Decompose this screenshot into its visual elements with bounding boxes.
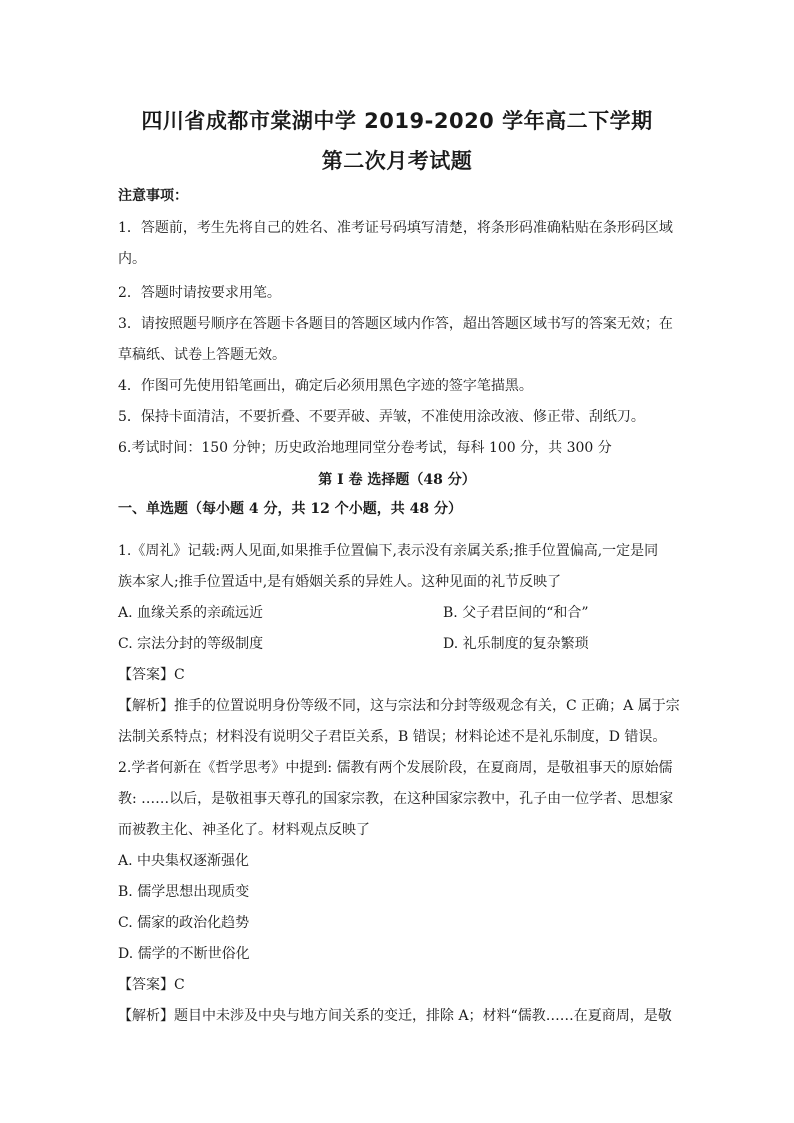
notice-item-3: 3．请按照题号顺序在答题卡各题目的答题区域内作答，超出答题区域书写的答案无效；在 [118,316,673,332]
q1-option-c: C. 宗法分封的等级制度 [118,636,264,652]
exam-title-line2: 第二次月考试题 [321,149,473,173]
q2-analysis-line1: 【解析】题目中未涉及中央与地方间关系的变迁，排除 A；材料“儒教……在夏商周，是敬 [118,1008,672,1024]
q2-option-a: A. 中央集权逐渐强化 [118,853,250,869]
q2-option-d: D. 儒学的不断世俗化 [118,946,250,962]
notice-item-5: 5．保持卡面清洁，不要折叠、不要弄破、弄皱，不准使用涂改液、修正带、刮纸刀。 [118,409,645,425]
q1-stem-line2: 族本家人;推手位置适中,是有婚姻关系的异姓人。这种见面的礼节反映了 [118,574,562,590]
q2-option-c: C. 儒家的政治化趋势 [118,915,250,931]
q2-stem-line2: 教: ……以后，是敬祖事天尊孔的国家宗教，在这种国家宗教中，孔子由一位学者、思想家 [118,791,674,807]
q1-analysis-line1: 【解析】推手的位置说明身份等级不同，这与宗法和分封等级观念有关，C 正确；A 属于宗 [118,698,680,714]
notice-item-1: 1．答题前，考生先将自己的姓名、准考证号码填写清楚，将条形码准确粘贴在条形码区域 [118,220,673,236]
notice-item-2: 2．答题时请按要求用笔。 [118,285,281,301]
notice-item-3-cont: 草稿纸、试卷上答题无效。 [118,347,286,363]
notice-item-6: 6.考试时间：150 分钟；历史政治地理同堂分卷考试，每科 100 分，共 300 分 [118,440,612,456]
q2-stem-line1: 2.学者何新在《哲学思考》中提到: 儒教有两个发展阶段，在夏商周，是敬祖事天的原始儒 [118,760,673,776]
notice-item-4: 4．作图可先使用铅笔画出，确定后必须用黑色字迹的签字笔描黑。 [118,378,533,394]
q1-option-a: A. 血缘关系的亲疏远近 [118,605,264,621]
q1-option-b: B. 父子君臣间的“和合” [443,605,589,621]
q1-stem-line1: 1.《周礼》记载:两人见面,如果推手位置偏下,表示没有亲属关系;推手位置偏高,一定是同 [118,543,659,559]
q2-option-b: B. 儒学思想出现质变 [118,884,250,900]
q2-answer: 【答案】C [118,977,185,993]
exam-title-line1: 四川省成都市棠湖中学 2019-2020 学年高二下学期 [141,109,653,133]
q1-answer: 【答案】C [118,667,185,683]
section-subtitle: 一、单选题（每小题 4 分，共 12 个小题，共 48 分） [118,501,462,517]
q2-stem-line3: 而被教主化、神圣化了。材料观点反映了 [118,822,370,838]
notice-item-1-cont: 内。 [118,251,146,267]
q1-option-d: D. 礼乐制度的复杂繁琐 [443,636,589,652]
q1-analysis-line2: 法制关系特点；材料没有说明父子君臣关系，B 错误；材料论述不是礼乐制度，D 错误。 [118,729,667,745]
notice-heading: 注意事项： [118,188,188,204]
section-title: 第 I 卷 选择题（48 分） [318,472,476,488]
